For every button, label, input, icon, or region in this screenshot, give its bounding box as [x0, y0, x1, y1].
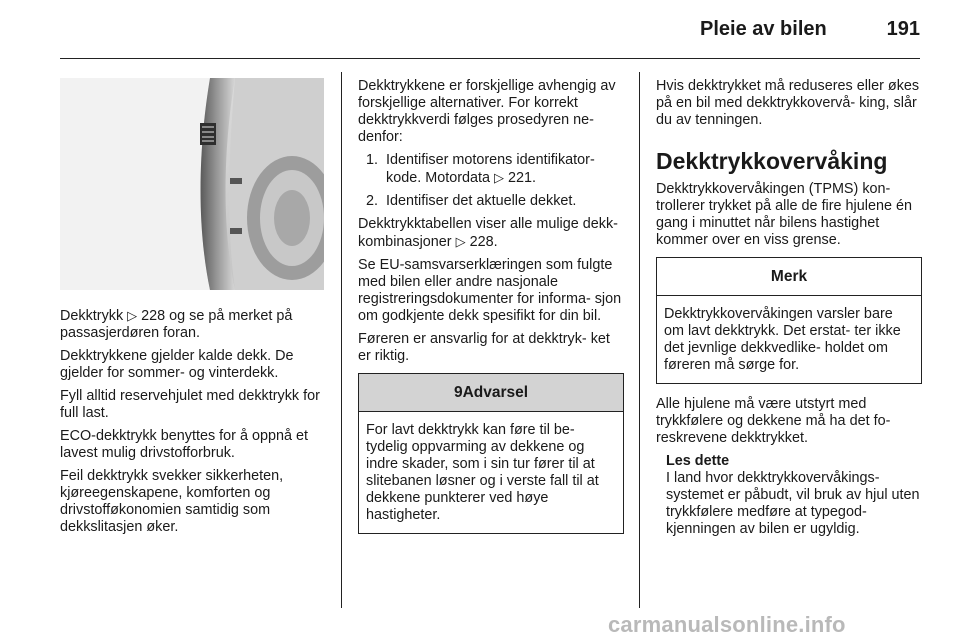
eco-pressure-paragraph: ECO-dekktrykk benyttes for å oppnå et lavest mulig drivstofforbruk.: [60, 428, 308, 461]
procedure-list: [358, 152, 624, 210]
text: 221.: [504, 170, 537, 186]
cold-tires-paragraph: Dekktrykkene gjelder kalde dekk. De gjelder for sommer- og vinterdekk.: [60, 348, 294, 381]
read-this-note: [656, 453, 922, 538]
door-tire-label-photo: [60, 78, 324, 290]
column-2: [358, 78, 624, 546]
list-item: [358, 152, 624, 187]
header-divider: [60, 58, 920, 59]
warning-box: [358, 373, 624, 534]
page-ref-arrow-icon: ▷: [494, 170, 504, 185]
note-text: Dekktrykkovervåkingen varsler bare om lavt dekktrykk. Det erstat- ter ikke det jevnlige dekkvedlike- holdet om føreren må sørge for.: [664, 306, 901, 373]
warning-title: Advarsel: [462, 384, 529, 401]
tire-table-paragraph: [358, 216, 624, 251]
column-3: [656, 78, 922, 538]
note-box: [656, 257, 922, 384]
step-number: 2.: [366, 193, 379, 209]
read-this-text: I land hvor dekktrykkovervåkings- systemet er påbudt, vil bruk av hjul uten trykkfølere medføre at typegod- kjenningen av bilen er ugyldig.: [666, 470, 920, 537]
warning-body: [359, 412, 623, 533]
text: Dekktrykktabellen viser alle mulige dekk-kombinasjoner: [358, 216, 618, 250]
warning-header: [359, 374, 623, 412]
tpms-paragraph: Dekktrykkovervåkingen (TPMS) kon- trollerer trykket på alle de fire hjulene én gang i minuttet når bilens hastighet kommer over en viss grense.: [656, 181, 912, 248]
text: Dekktrykk: [60, 308, 128, 324]
page-number: 191: [886, 18, 920, 40]
page-ref-arrow-icon: ▷: [455, 234, 466, 249]
note-body: [657, 296, 921, 383]
read-this-label: Les dette: [666, 453, 730, 469]
intro-paragraph: Dekktrykkene er forskjellige avhengig av forskjellige alternativer. For korrekt dekktrykkverdi følges prosedyren ne- denfor:: [358, 78, 616, 145]
driver-responsibility-paragraph: Føreren er ansvarlig for at dekktryk- ket er riktig.: [358, 331, 610, 364]
sensors-paragraph: Alle hjulene må være utstyrt med trykkfølere og dekkene må ha det fo- reskrevene dekktrykket.: [656, 396, 891, 446]
warning-icon: 9: [453, 384, 463, 401]
column-divider-1: [341, 72, 342, 608]
column-divider-2: [639, 72, 640, 608]
text: Identifiser det aktuelle dekket.: [386, 193, 577, 209]
list-item: [358, 193, 624, 210]
warning-text: For lavt dekktrykk kan føre til be- tydelig oppvarming av dekkene og indre skader, som i sin tur fører til at slitebanen løsner og i verste fall til at dekkene punkterer ved høye hastigheter.: [366, 422, 599, 523]
wrong-pressure-paragraph: Feil dekktrykk svekker sikkerheten, kjøreegenskapene, komforten og drivstofføkonomien samtidig som dekkslitasjen øker.: [60, 468, 284, 535]
eu-declaration-paragraph: Se EU-samsvarserklæringen som fulgte med bilen eller andre nasjonale registreringsdokumenter for informa- sjon om godkjente dekk spesifikt for din bil.: [358, 257, 622, 324]
column-1: [60, 78, 326, 542]
step-number: 1.: [366, 152, 379, 168]
text: Identifiser motorens identifikator- kode. Motordata: [386, 152, 595, 186]
pressure-reference-paragraph: [60, 307, 326, 342]
page-header-title: Pleie av bilen: [700, 18, 827, 40]
watermark: carmanualsonline.info: [608, 612, 846, 637]
text: 228 og se på merket på passasjerdøren foran.: [60, 308, 293, 341]
note-header: Merk: [657, 258, 921, 296]
page-ref-arrow-icon: ▷: [127, 308, 138, 323]
section-title: Dekktrykkovervåking: [656, 148, 888, 174]
spare-wheel-paragraph: Fyll alltid reservehjulet med dekktrykk for full last.: [60, 388, 320, 421]
ignition-paragraph: Hvis dekktrykket må reduseres eller økes på en bil med dekktrykkovervå- king, slår du av tenningen.: [656, 78, 920, 128]
text: 228.: [465, 234, 498, 250]
